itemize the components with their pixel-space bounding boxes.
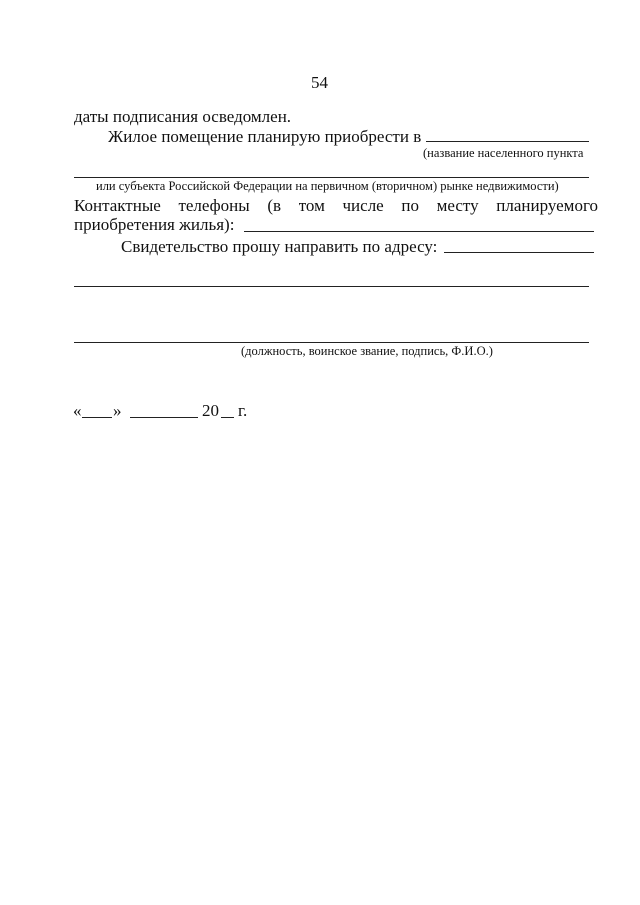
date-year-prefix: 20 bbox=[202, 401, 219, 420]
date-day-blank bbox=[82, 417, 112, 418]
page-number: 54 bbox=[311, 73, 328, 92]
date-month-blank bbox=[130, 417, 198, 418]
settlement-blank-line bbox=[426, 141, 589, 142]
paragraph-line-address: Свидетельство прошу направить по адресу: bbox=[121, 237, 438, 256]
signature-blank-line bbox=[74, 342, 589, 343]
address-blank-line-2 bbox=[74, 286, 589, 287]
date-year-blank bbox=[221, 417, 234, 418]
paragraph-line-phones-cont: приобретения жилья): bbox=[74, 215, 235, 234]
region-blank-line bbox=[74, 177, 589, 178]
settlement-caption: (название населенного пункта bbox=[423, 146, 584, 160]
paragraph-line-phones: Контактные телефоны (в том числе по месту планируемого bbox=[74, 196, 598, 215]
phones-blank-line bbox=[244, 231, 594, 232]
signature-caption: (должность, воинское звание, подпись, Ф.И.О.) bbox=[241, 344, 493, 358]
paragraph-line-housing: Жилое помещение планирую приобрести в bbox=[108, 127, 422, 146]
date-year-suffix: г. bbox=[238, 401, 248, 420]
paragraph-line-notified: даты подписания осведомлен. bbox=[74, 107, 292, 126]
address-blank-line bbox=[444, 252, 594, 253]
date-close-quote: » bbox=[113, 401, 122, 420]
region-caption: или субъекта Российской Федерации на первичном (вторичном) рынке недвижимости) bbox=[96, 179, 559, 193]
date-open-quote: « bbox=[73, 401, 82, 420]
